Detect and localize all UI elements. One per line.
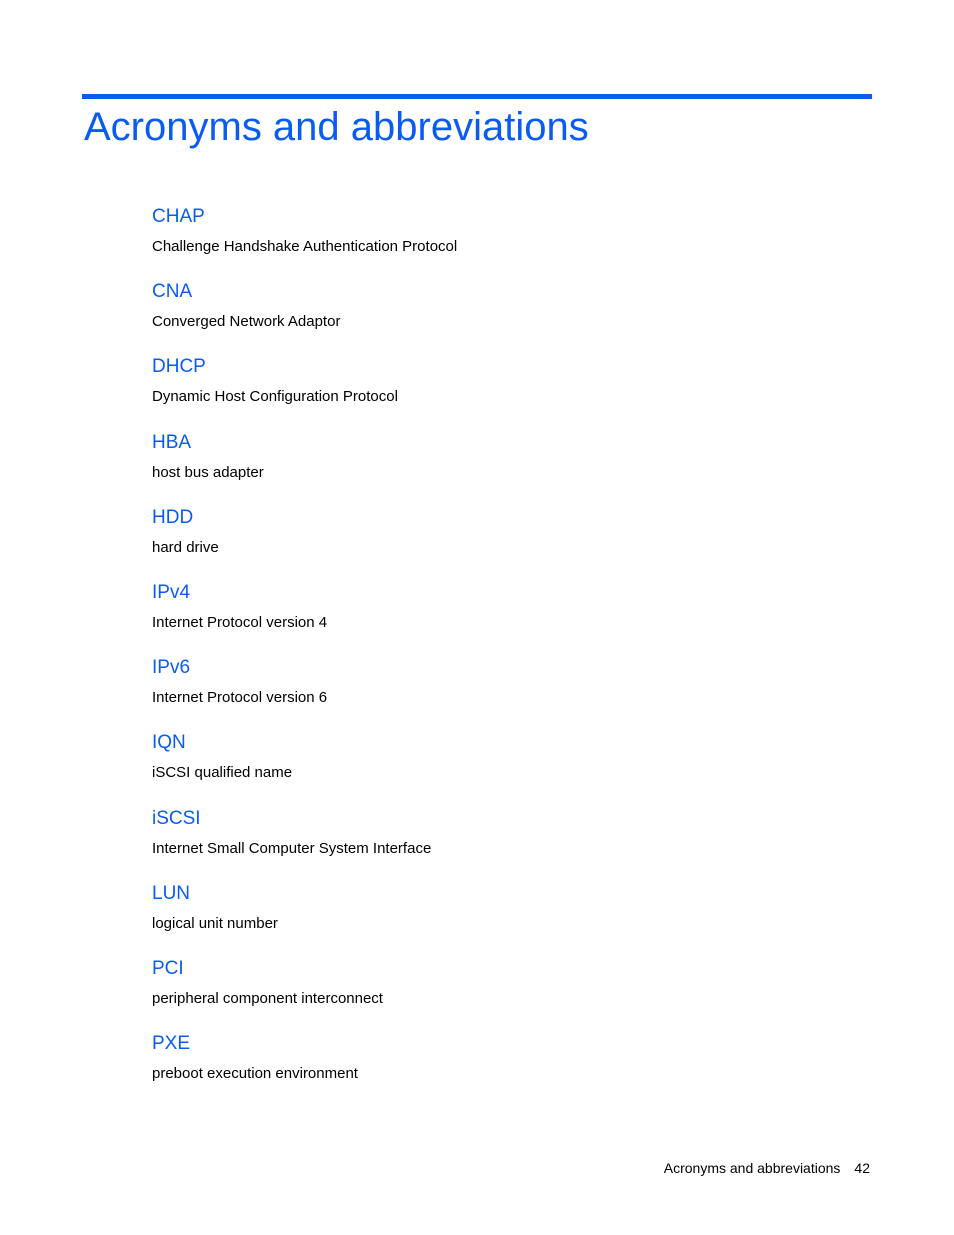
acronym-definition: Internet Protocol version 6 xyxy=(152,689,328,707)
acronym-definition: Internet Small Computer System Interface xyxy=(152,839,432,857)
page-title: Acronyms and abbreviations xyxy=(84,105,589,149)
page-footer xyxy=(664,1158,870,1178)
acronym-entry xyxy=(152,881,852,956)
acronym-entry xyxy=(152,806,852,881)
acronym-term: HBA xyxy=(152,431,192,453)
acronym-term: LUN xyxy=(152,882,191,904)
acronym-term: PCI xyxy=(152,957,184,979)
acronym-term: IPv4 xyxy=(152,581,191,603)
acronym-term: iSCSI xyxy=(152,807,201,829)
acronym-entry xyxy=(152,354,852,429)
acronym-definition: Dynamic Host Configuration Protocol xyxy=(152,388,398,406)
acronym-term: CHAP xyxy=(152,206,205,227)
acronym-definition: Internet Protocol version 4 xyxy=(152,613,328,631)
acronym-definition: logical unit number xyxy=(152,914,278,932)
acronym-entry xyxy=(152,204,852,279)
acronym-entry xyxy=(152,730,852,805)
acronym-definition: Challenge Handshake Authentication Protocol xyxy=(152,238,458,255)
acronym-entry xyxy=(152,580,852,655)
acronym-entry xyxy=(152,655,852,730)
acronym-definition: host bus adapter xyxy=(152,463,264,481)
acronym-entry xyxy=(152,430,852,505)
acronym-definition: hard drive xyxy=(152,538,219,556)
acronym-definition: Converged Network Adaptor xyxy=(152,313,341,331)
acronym-term: PXE xyxy=(152,1033,191,1055)
acronym-entry xyxy=(152,279,852,354)
acronym-entry xyxy=(152,505,852,580)
acronym-list xyxy=(152,204,852,1106)
acronym-entry xyxy=(152,1031,852,1106)
acronym-definition: preboot execution environment xyxy=(152,1065,358,1083)
acronym-term: DHCP xyxy=(152,356,206,378)
acronym-term: HDD xyxy=(152,506,194,528)
acronym-term: IQN xyxy=(152,732,186,754)
acronym-entry xyxy=(152,956,852,1031)
acronym-term: IPv6 xyxy=(152,657,191,679)
title-rule xyxy=(82,94,872,99)
acronym-definition: iSCSI qualified name xyxy=(152,764,293,782)
page-number: 42 xyxy=(854,1160,870,1176)
footer-section-label: Acronyms and abbreviations xyxy=(663,1160,841,1176)
acronym-definition: peripheral component interconnect xyxy=(152,989,383,1007)
acronym-term: CNA xyxy=(152,281,193,303)
